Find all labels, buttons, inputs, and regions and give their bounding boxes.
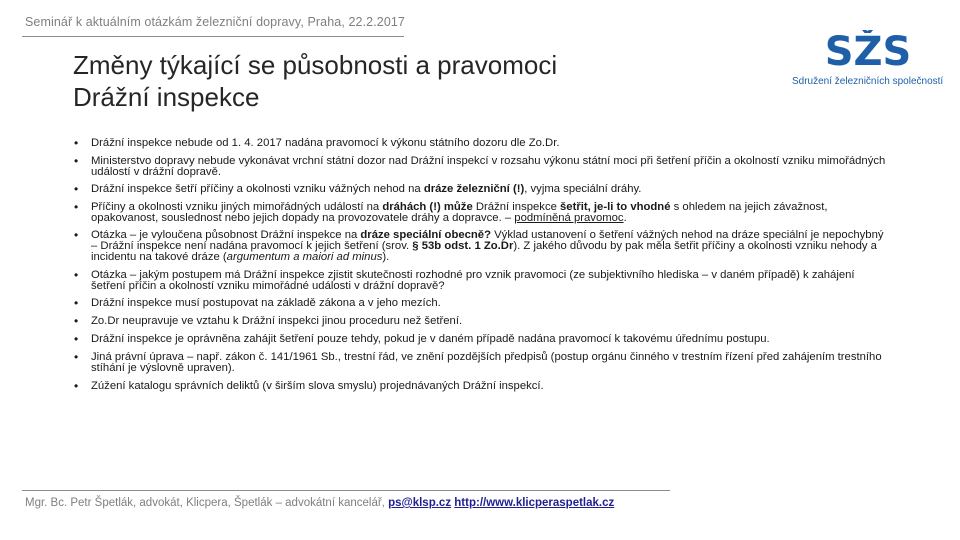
bullet-text: Výklad ustanovení o šetření vážných nehod na dráze speciální je nepochybný – Drážní inspekce není nadána pravomocí k jejich šetření (srov. bbox=[91, 229, 884, 252]
footer-email-link[interactable]: ps@klsp.cz bbox=[388, 497, 452, 509]
bullet-text: Příčiny a okolnosti vzniku jiných mimořádných událostí na bbox=[91, 201, 383, 213]
bullet-item bbox=[74, 184, 889, 195]
bullet-text: dráze speciální obecně? bbox=[360, 229, 491, 241]
bullet-text: Drážní inspekce je oprávněna zahájit šetření pouze tehdy, pokud je v daném případě nadána pravomocí k takovému úřednímu postupu. bbox=[91, 333, 770, 345]
bullet-text: s ohledem na jejich závažnost, opakovanost, souslednost nebo jejich dopady na provozovatele dráhy a dopravce. – bbox=[91, 201, 828, 224]
bullet-text: argumentum a maiori ad minus bbox=[226, 251, 383, 263]
header-divider bbox=[22, 36, 404, 37]
title-line-1: Změny týkající se působnosti a pravomoci bbox=[73, 50, 558, 80]
footer-website-link[interactable]: http://www.klicperaspetlak.cz bbox=[454, 497, 615, 509]
bullet-text: . bbox=[623, 212, 627, 224]
footer bbox=[25, 497, 614, 509]
bullet-text: Drážní inspekce šetří příčiny a okolnosti vzniku vážných nehod na bbox=[91, 183, 424, 195]
bullet-text: ). bbox=[382, 251, 390, 263]
bullet-text: Otázka – jakým postupem má Drážní inspekce zjistit skutečnosti rozhodné pro vznik pravomoci (ze subjektivního hlediska – v daném případě) k zahájení šetření příčin a okolností vzniku mimořádné události v drážní dopravě? bbox=[91, 269, 855, 292]
szs-logo bbox=[792, 28, 947, 90]
footer-divider bbox=[22, 490, 670, 491]
bullet-item bbox=[74, 316, 889, 327]
bullet-item bbox=[74, 381, 889, 392]
bullet-item bbox=[74, 334, 889, 345]
bullet-text: ). Z jakého důvodu by pak měla šetřit příčiny a okolnosti vzniku nehody a incidentu na takové dráze ( bbox=[91, 240, 877, 263]
bullet-item bbox=[74, 298, 889, 309]
bullet-text: Drážní inspekce bbox=[472, 201, 561, 213]
bullet-list bbox=[74, 138, 889, 392]
bullet-text: , vyjma speciální dráhy. bbox=[524, 183, 642, 195]
bullet-text: Zúžení katalogu správních deliktů (v širším slova smyslu) projednávaných Drážní inspekcí. bbox=[91, 380, 544, 392]
bullet-text: dráze železniční (!) bbox=[423, 183, 525, 195]
bullet-text: Zo.Dr neupravuje ve vztahu k Drážní inspekci jinou proceduru než šetření. bbox=[91, 315, 463, 327]
bullet-text: podmíněná pravomoc bbox=[514, 212, 624, 224]
footer-author: Mgr. Bc. Petr Špetlák, advokát, Klicpera, Špetlák – advokátní kancelář, bbox=[25, 497, 389, 509]
bullet-text: Drážní inspekce nebude od 1. 4. 2017 nadána pravomocí k výkonu státního dozoru dle Zo.Dr. bbox=[91, 137, 560, 149]
bullet-text: šetřit, je-li to vhodné bbox=[560, 201, 671, 213]
bullet-item bbox=[74, 138, 889, 149]
bullet-item bbox=[74, 352, 889, 374]
bullet-item bbox=[74, 270, 889, 292]
logo-caption: Sdružení železničních společností bbox=[792, 76, 944, 87]
bullet-item bbox=[74, 156, 889, 178]
bullet-text: § 53b odst. 1 Zo.Dr bbox=[412, 240, 514, 252]
header-text: Seminář k aktuálním otázkám železniční dopravy, Praha, 22.2.2017 bbox=[25, 15, 405, 29]
page-title bbox=[73, 49, 557, 113]
bullet-text: Drážní inspekce musí postupovat na základě zákona a v jeho mezích. bbox=[91, 297, 441, 309]
title-line-2: Drážní inspekce bbox=[73, 82, 260, 112]
bullet-item bbox=[74, 202, 889, 224]
bullet-text: Jiná právní úprava – např. zákon č. 141/1961 Sb., trestní řád, ve znění pozdějších předpisů (postup orgánu činného v trestním řízení před zahájením trestního stíhání je výslovně upraven). bbox=[91, 351, 882, 374]
bullet-text: Ministerstvo dopravy nebude vykonávat vrchní státní dozor nad Drážní inspekcí v rozsahu výkonu státní moci při šetření příčin a okolností vzniku mimořádných událostí v drážní dopravě. bbox=[91, 155, 886, 178]
bullet-text: Otázka – je vyloučena působnost Drážní inspekce na bbox=[91, 229, 361, 241]
logo-letters: SŽS bbox=[824, 30, 912, 68]
bullet-text: dráhách (!) může bbox=[382, 201, 473, 213]
bullet-item bbox=[74, 230, 889, 263]
szs-logo-mark bbox=[822, 30, 914, 68]
